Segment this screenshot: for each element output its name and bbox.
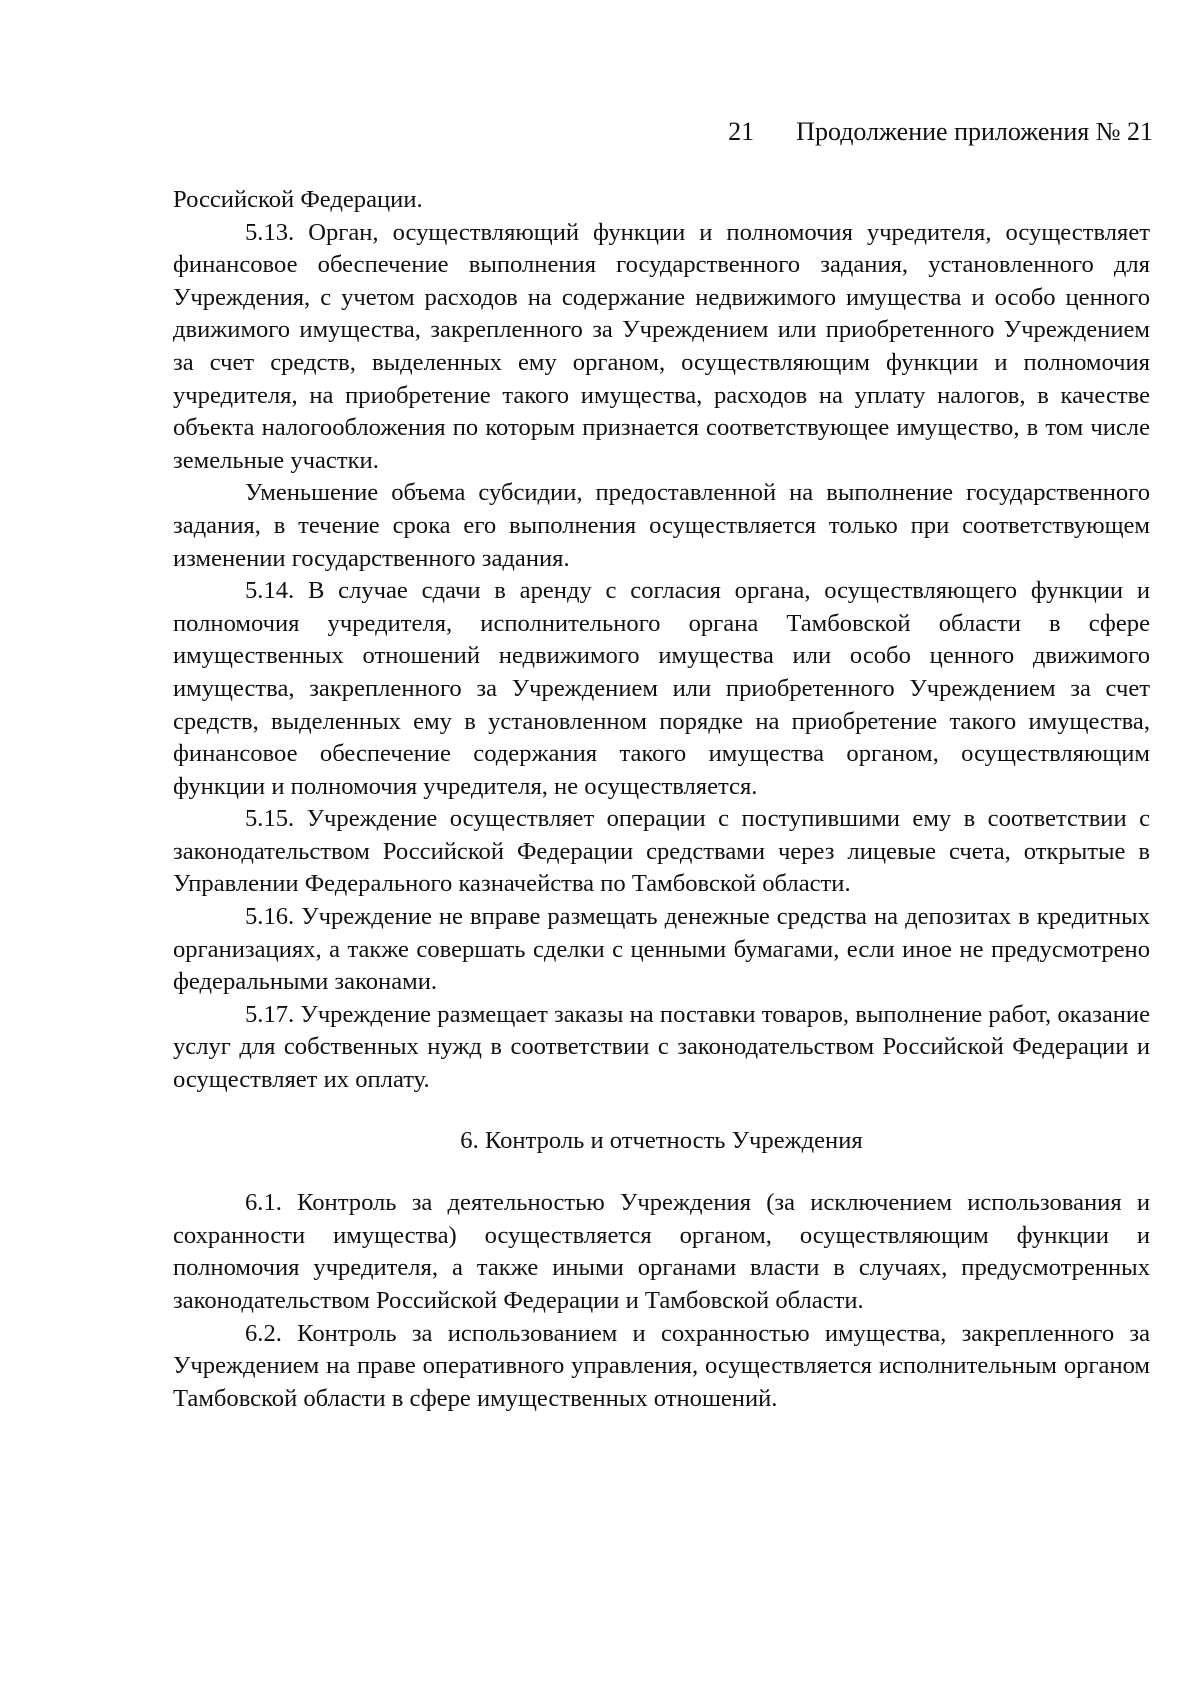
paragraph-5-13: 5.13. Орган, осуществляющий функции и полномочия учредителя, осуществляет финансовое обеспечение выполнения государственного задания, установленного для Учреждения, с учетом расходов на содержание недвижимого имущества и особо ценного движимого имущества, закрепленного за Учреждением или приобретенного Учреждением за счет средств, выделенных ему органом, осуществляющим функции и полномочия учредителя, на приобретение такого имущества, расходов на уплату налогов, в качестве объекта налогообложения по которым признается соответствующее имущество, в том числе земельные участки. <box>173 218 1150 474</box>
paragraph-5-14: 5.14. В случае сдачи в аренду с согласия органа, осуществляющего функции и полномочия учредителя, исполнительного органа Тамбовской области в сфере имущественных отношений недвижимого имущества или особо ценного движимого имущества, закрепленного за Учреждением или приобретенного Учреждением за счет средств, выделенных ему в установленном порядке на приобретение такого имущества, финансовое обеспечение содержания такого имущества органом, осуществляющим функции и полномочия учредителя, не осуществляется. <box>173 577 1150 800</box>
paragraph-continuation: Российской Федерации. <box>173 186 423 213</box>
paragraph-6-2: 6.2. Контроль за использованием и сохранностью имущества, закрепленного за Учреждением на праве оперативного управления, осуществляется исполнительным органом Тамбовской области в сфере имущественных отношений. <box>173 1319 1150 1412</box>
page-header <box>728 116 1153 148</box>
paragraph-5-15: 5.15. Учреждение осуществляет операции с поступившими ему в соответствии с законодательством Российской Федерации средствами через лицевые счета, открытые в Управлении Федерального казначейства по Тамбовской области. <box>173 805 1150 898</box>
page-number: 21 <box>728 117 755 146</box>
paragraph-6-1: 6.1. Контроль за деятельностью Учреждения (за исключением использования и сохранности имущества) осуществляется органом, осуществляющим функции и полномочия учредителя, а также иными органами власти в случаях, предусмотренных законодательством Российской Федерации и Тамбовской области. <box>173 1189 1150 1314</box>
paragraph-subsidy-reduction: Уменьшение объема субсидии, предоставленной на выполнение государственного задания, в течение срока его выполнения осуществляется только при соответствующем изменении государственного задания. <box>173 479 1150 572</box>
header-title: Продолжение приложения № 21 <box>796 117 1153 146</box>
document-body <box>173 184 1150 1415</box>
section-heading: 6. Контроль и отчетность Учреждения <box>460 1126 863 1154</box>
paragraph-5-16: 5.16. Учреждение не вправе размещать денежные средства на депозитах в кредитных организациях, а также совершать сделки с ценными бумагами, если иное не предусмотрено федеральными законами. <box>173 903 1150 996</box>
paragraph-5-17: 5.17. Учреждение размещает заказы на поставки товаров, выполнение работ, оказание услуг для собственных нужд в соответствии с законодательством Российской Федерации и осуществляет их оплату. <box>173 1000 1150 1094</box>
